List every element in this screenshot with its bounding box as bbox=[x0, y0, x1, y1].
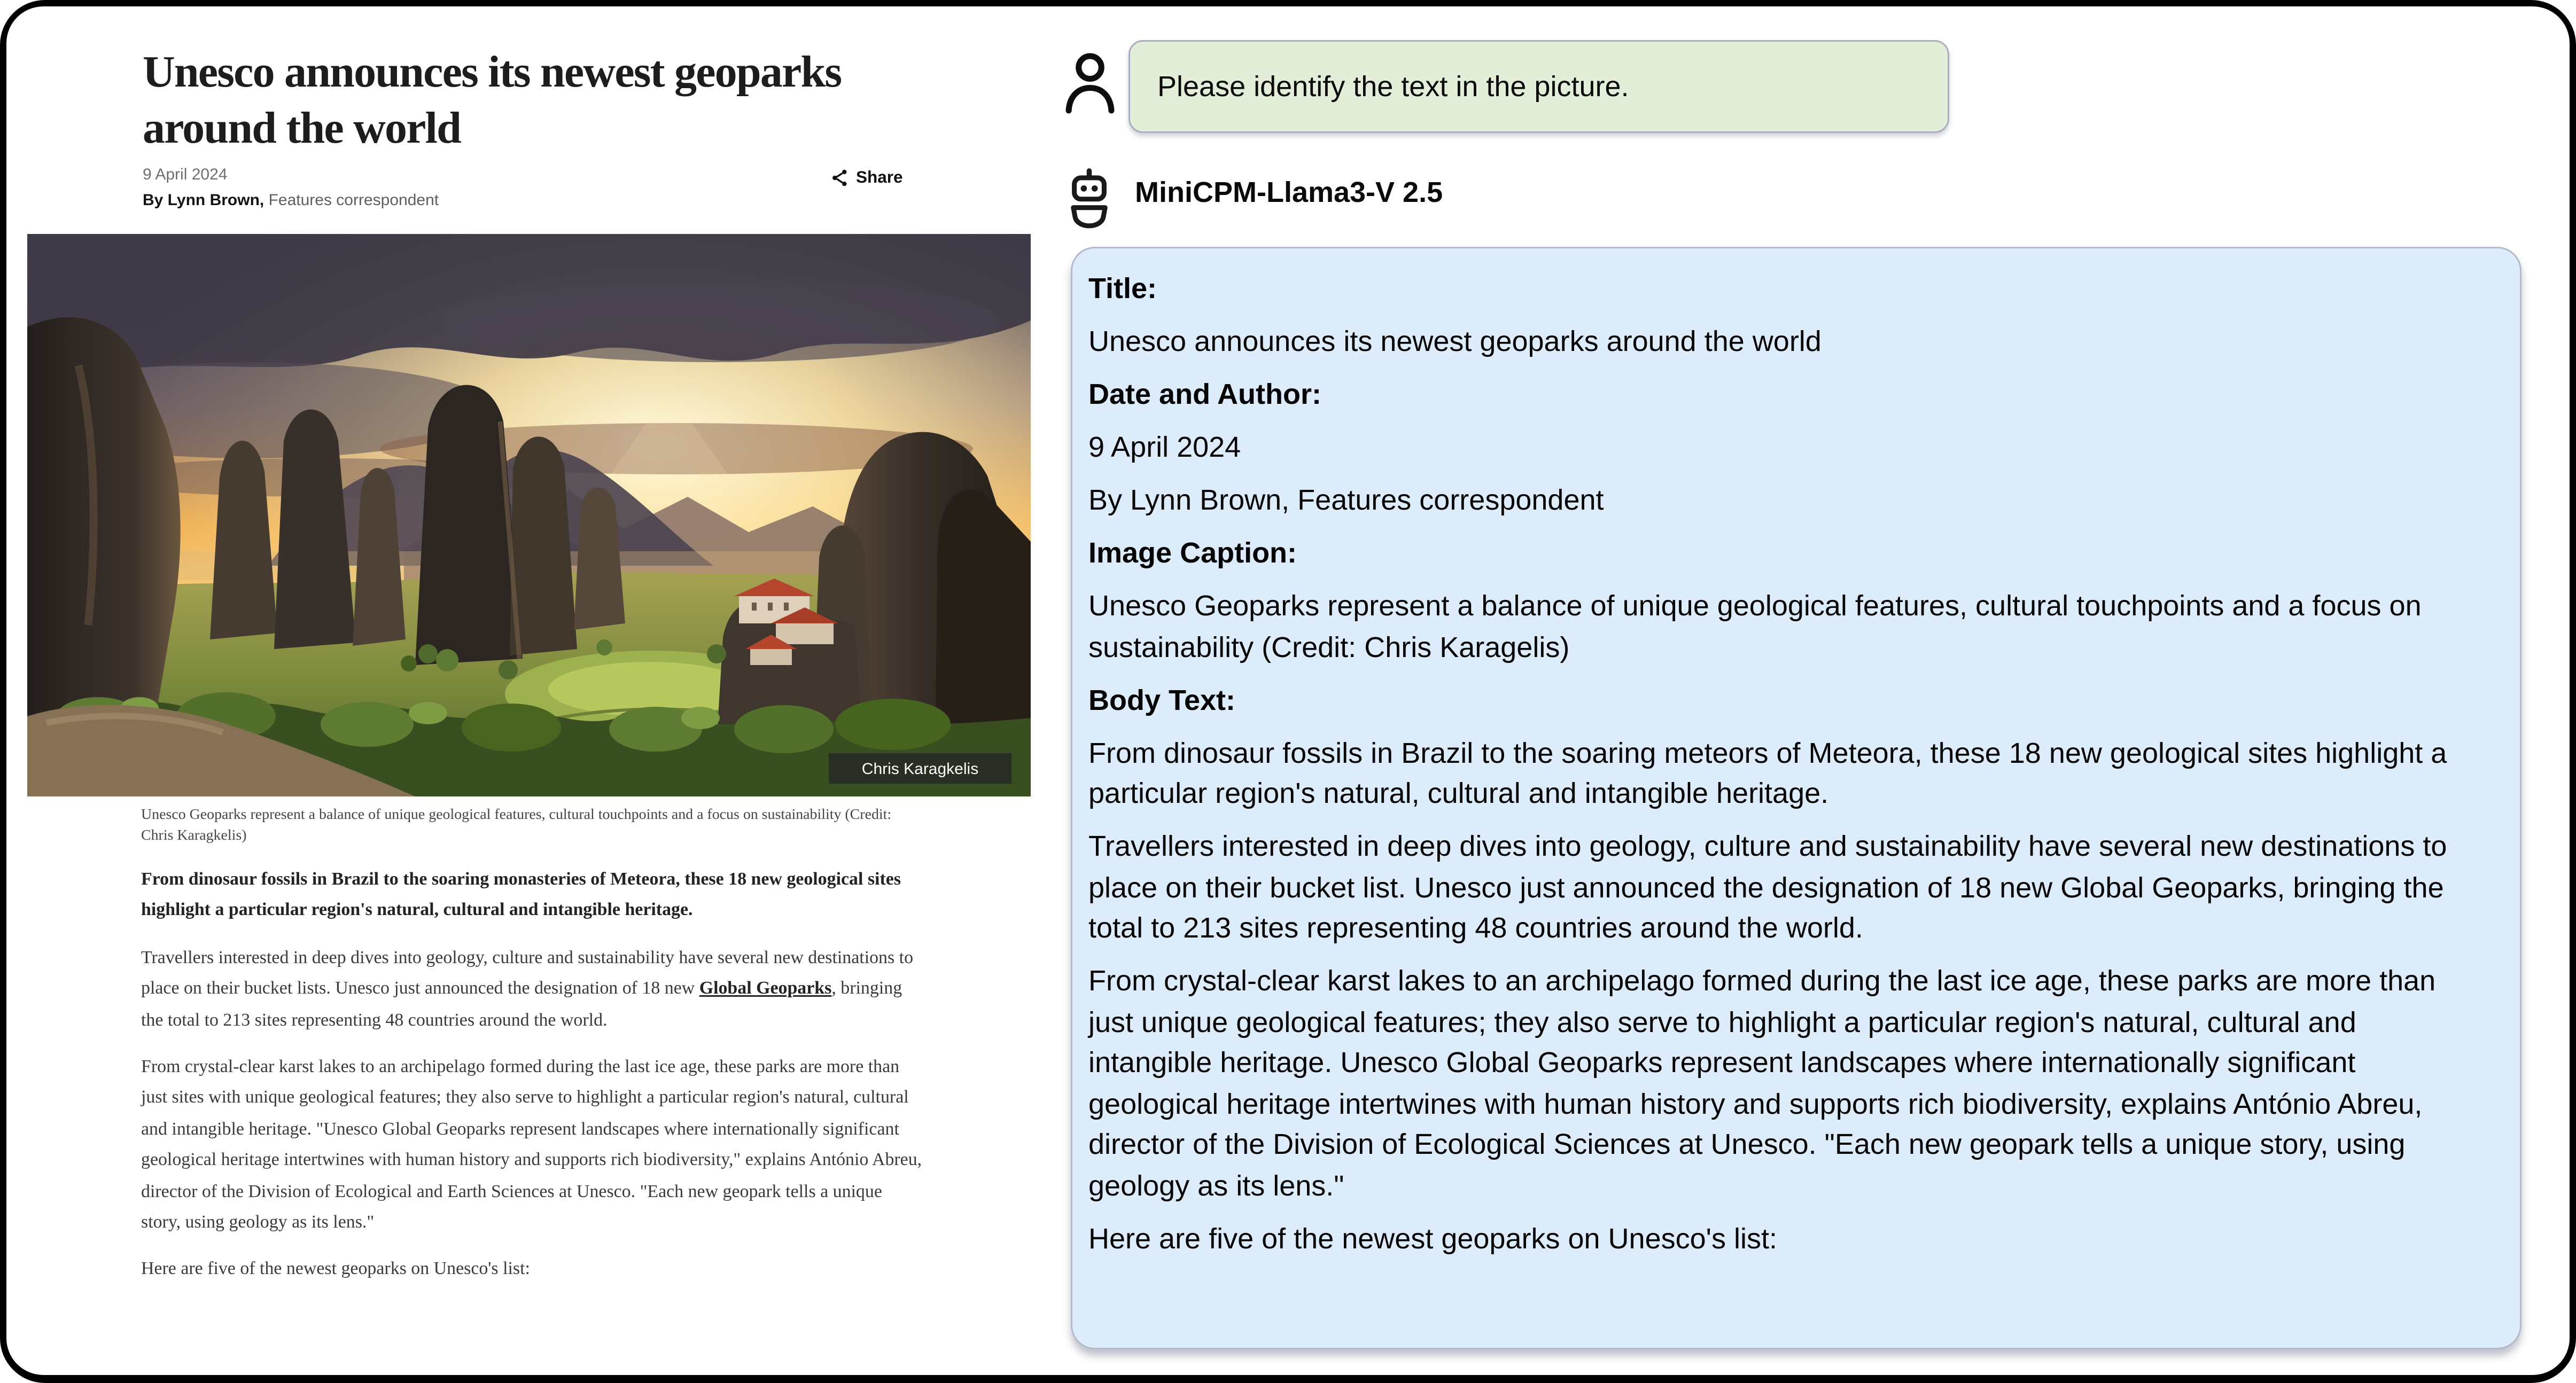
response-author: By Lynn Brown, Features correspondent bbox=[1088, 484, 1604, 516]
paragraph-2-post: , bringing the total to 213 sites representing 48 countries around the world. bbox=[141, 979, 902, 1030]
share-label: Share bbox=[856, 168, 903, 187]
response-caption-label: Image Caption: bbox=[1088, 537, 1297, 569]
article-body bbox=[141, 865, 923, 1303]
response-body-paragraph-3: From crystal-clear karst lakes to an archipelago formed during the last ice age, these parks are more than just unique geological features; they also serve to highlight a particular region's natural, cultural and intangible heritage. Unesco Global Geoparks represent landscapes where internationally significant geological heritage intertwines with human history and supports rich biodiversity, explains António Abreu, director of the Division of Ecological Sciences at Unesco. "Each new geopark tells a unique story, using geology as its lens." bbox=[1088, 965, 2436, 1201]
article-paragraph-3: From crystal-clear karst lakes to an archipelago formed during the last ice age, these parks are more than just sites with unique geological features; they also serve to highlight a particular region's natural, cultural and intangible heritage. "Unesco Global Geoparks represent landscapes where internationally significant geological heritage intertwines with human history and supports rich biodiversity," explains António Abreu, director of the Division of Ecological and Earth Sciences at Unesco. "Each new geopark tells a unique story, using geology as its lens." bbox=[141, 1058, 922, 1233]
response-body-label: Body Text: bbox=[1088, 683, 1236, 716]
response-title-label: Title: bbox=[1088, 272, 1157, 304]
response-caption: Unesco Geoparks represent a balance of unique geological features, cultural touchpoints and a focus on sustainability (Credit: Chris Karagelis) bbox=[1088, 590, 2422, 663]
model-name: MiniCPM-Llama3-V 2.5 bbox=[1135, 176, 1443, 208]
response-body-paragraph-4: Here are five of the newest geoparks on Unesco's list: bbox=[1088, 1222, 1777, 1254]
byline-role: Features correspondent bbox=[264, 192, 439, 210]
article-caption: Unesco Geoparks represent a balance of unique geological features, cultural touchpoints and a focus on sustainability (Credit: Chris Karagkelis) bbox=[141, 808, 892, 845]
user-message-text: Please identify the text in the picture. bbox=[1157, 69, 1629, 102]
byline-author: By Lynn Brown, bbox=[143, 192, 264, 210]
response-body-paragraph-2: Travellers interested in deep dives into geology, culture and sustainability have several new destinations to place on their bucket list. Unesco just announced the designation of 18 new Global Geoparks, bringing the total to 213 sites representing 48 countries around the world. bbox=[1088, 830, 2447, 944]
response-date-author-label: Date and Author: bbox=[1088, 378, 1321, 410]
photo-credit-badge bbox=[829, 753, 1011, 784]
response-title: Unesco announces its newest geoparks around the world bbox=[1088, 325, 1822, 357]
window-content bbox=[6, 6, 2570, 1375]
article-hero-image bbox=[27, 234, 1031, 796]
article-byline bbox=[143, 192, 439, 210]
response-date: 9 April 2024 bbox=[1088, 431, 1241, 463]
user-message-bubble bbox=[1129, 40, 1949, 133]
model-response-bubble bbox=[1071, 247, 2521, 1349]
global-geoparks-link[interactable]: Global Geoparks bbox=[699, 979, 832, 999]
response-body-paragraph-1: From dinosaur fossils in Brazil to the soaring meteors of Meteora, these 18 new geological sites highlight a particular region's natural, cultural and intangible heritage. bbox=[1088, 736, 2447, 809]
robot-icon bbox=[1066, 165, 1112, 232]
article-paragraph-2 bbox=[141, 943, 923, 1037]
paragraph-2-pre: Travellers interested in deep dives into geology, culture and sustainability have several new destinations to place on their bucket lists. Unesco just announced the designation of 18 new bbox=[141, 948, 914, 999]
article-headline: Unesco announces its newest geoparks around the world bbox=[143, 48, 842, 154]
share-button[interactable] bbox=[830, 168, 903, 187]
user-icon bbox=[1063, 46, 1117, 120]
article-date: 9 April 2024 bbox=[143, 167, 228, 184]
article-lede: From dinosaur fossils in Brazil to the soaring monasteries of Meteora, these 18 new geological sites highlight a particular region's natural, cultural and intangible heritage. bbox=[141, 870, 901, 921]
share-icon bbox=[830, 168, 850, 187]
article-paragraph-4: Here are five of the newest geoparks on Unesco's list: bbox=[141, 1260, 530, 1280]
photo-credit: Chris Karagkelis bbox=[861, 760, 979, 778]
